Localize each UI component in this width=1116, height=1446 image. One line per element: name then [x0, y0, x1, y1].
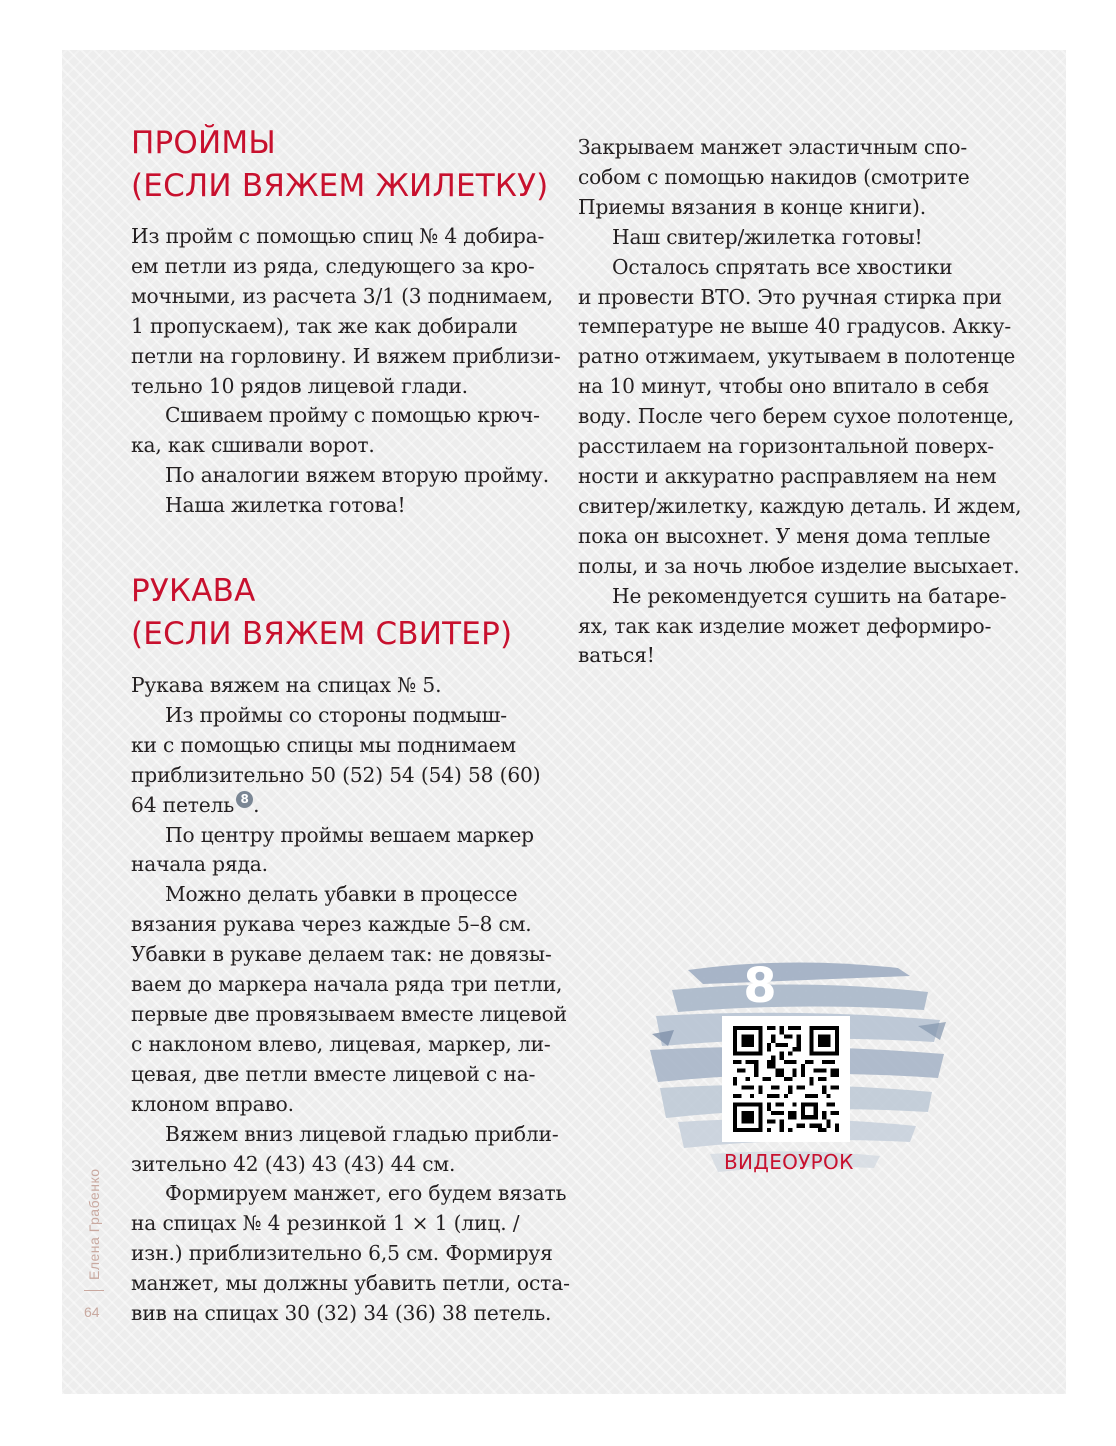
- section-heading-sleeves: РУКАВА (ЕСЛИ ВЯЖЕМ СВИТЕР): [131, 573, 513, 652]
- right-column: [578, 133, 1022, 671]
- paragraph: Осталось спрятать все хвостики: [612, 254, 953, 279]
- page-number: 64: [84, 1304, 100, 1320]
- left-column: [131, 222, 561, 521]
- video-lesson-label: ВИДЕОУРОК: [724, 1150, 854, 1174]
- section-heading-armholes: ПРОЙМЫ (ЕСЛИ ВЯЖЕМ ЖИЛЕТКУ): [131, 125, 549, 204]
- video-lesson-block[interactable]: [648, 950, 948, 1200]
- paragraph: Рукава вяжем на спицах № 5.: [131, 673, 442, 697]
- paragraph: По центру проймы вешаем маркер начала ряда.: [131, 822, 534, 877]
- author-name: Елена Грабенко: [86, 1168, 102, 1280]
- qr-code-icon: [733, 1026, 839, 1132]
- sidebar-divider: [84, 1290, 104, 1291]
- paragraph: Вяжем вниз лицевой гладью прибли- зительно 42 (43) 43 (43) 44 см.: [131, 1121, 559, 1176]
- video-number: 8: [743, 958, 777, 1014]
- paragraph: Закрываем манжет эластичным спо- собом с помощью накидов (смотрите Приемы вязания в конце книги).: [578, 135, 970, 219]
- paragraph: Сшиваем пройму с помощью крюч- ка, как сшивали ворот.: [131, 403, 540, 458]
- paragraph: Наша жилетка готова!: [165, 493, 406, 518]
- paragraph: Формируем манжет, его будем вязать на спицах № 4 резинкой 1 × 1 (лиц. / изн.) приблизительно 6,5 см. Формируя манжет, мы должны убавить петли, оста- вив на спицах 30 (32) 34 (36) 38 петель.: [131, 1181, 570, 1326]
- paragraph: По аналогии вяжем вторую пройму.: [165, 463, 549, 488]
- paragraph: Можно делать убавки в процессе вязания рукава через каждые 5–8 см. Убавки в рукаве делаем так: не довязы- ваем до маркера начала ряда три петли, первые две провязываем вместе лицевой с наклоном влево, лицевая, маркер, ли- цевая, две петли вместе лицевой с на- клоном вправо.: [131, 882, 567, 1116]
- paragraph: и провести ВТО. Это ручная стирка при температуре не выше 40 градусов. Акку- ратно отжимаем, укутываем в полотенце на 10 минут, чтобы оно впитало в себя воду. После чего берем сухое полотенце, расстилаем на горизонтальной поверх- ности и аккуратно расправляем на нем свитер/жилетку, каждую деталь. И ждем, пока он высохнет. У меня дома теплые полы, и за ночь любое изделие высыхает.: [578, 284, 1022, 578]
- left-column-sleeves: [131, 671, 570, 1329]
- book-page: [62, 50, 1066, 1394]
- video-reference-badge: 8: [236, 791, 253, 808]
- qr-code[interactable]: [722, 1016, 850, 1142]
- paragraph: Из пройм с помощью спиц № 4 добира- ем петли из ряда, следующего за кро- мочными, из расчета 3/1 (3 поднимаем, 1 пропускаем), так же как добирали петли на горловину. И вяжем приблизи- тельно 10 рядов лицевой глади.: [131, 224, 561, 398]
- paragraph: Наш свитер/жилетка готовы!: [612, 224, 923, 249]
- paragraph: Из проймы со стороны подмыш- ки с помощью спицы мы поднимаем приблизительно 50 (52) 54 (54) 58 (60) 64 петель 8 .: [131, 702, 541, 817]
- paragraph: Не рекомендуется сушить на батаре- ях, так как изделие может деформиро- ваться!: [578, 583, 1007, 668]
